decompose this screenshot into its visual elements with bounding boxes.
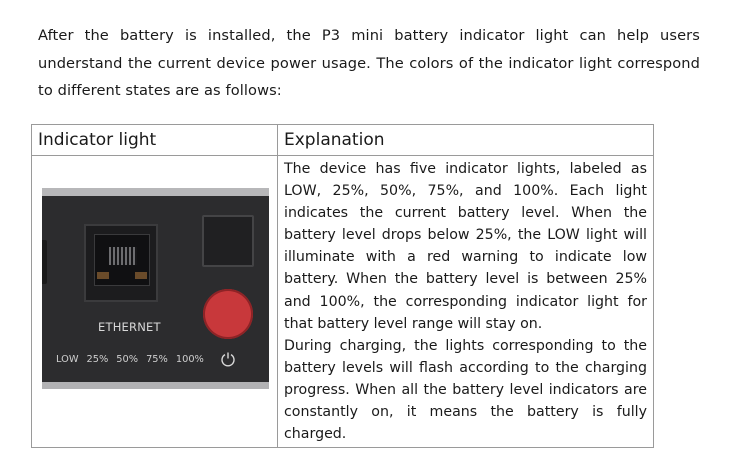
ethernet-port-icon <box>84 224 158 302</box>
red-button-icon <box>203 289 253 339</box>
led-label-75: 75% <box>146 354 168 365</box>
header-explanation: Explanation <box>278 125 654 156</box>
power-icon <box>220 351 236 367</box>
explanation-paragraph-2: During charging, the lights corresponding to the battery levels will flash according to the charging progress. When all the battery level indicators are constantly on, it means the battery is fully charged. <box>284 337 647 443</box>
explanation-paragraph-1: The device has five indicator lights, labeled as LOW, 25%, 50%, 75%, and 100%. Each light indicates the current battery level. When the battery level drops below 25%, the LOW light will illuminate with a red warning to indicate low battery. When the battery level is between 25% and 100%, the corresponding indicator light for that battery level range will stay on. <box>284 161 647 332</box>
table-row <box>32 156 654 448</box>
led-label-50: 50% <box>116 354 139 365</box>
device-image-cell <box>32 156 278 448</box>
square-port-icon <box>202 215 254 267</box>
ethernet-label: ETHERNET <box>98 320 161 334</box>
indicator-table <box>31 124 654 448</box>
device-bottom-edge <box>42 382 269 389</box>
device-top-edge <box>42 188 269 196</box>
explanation-cell <box>278 156 654 448</box>
table-header-row <box>32 125 654 156</box>
battery-led-labels <box>56 354 212 365</box>
led-label-low: LOW <box>56 354 79 365</box>
header-indicator-light: Indicator light <box>32 125 278 156</box>
led-label-25: 25% <box>86 354 109 365</box>
device-panel-image <box>42 188 269 389</box>
device-body <box>42 196 269 382</box>
intro-paragraph: After the battery is installed, the P3 mini battery indicator light can help users understand the current device power usage. The colors of the indicator light correspond to different states are as follows: <box>38 27 700 99</box>
device-side-notch <box>42 240 47 284</box>
led-label-100: 100% <box>175 354 204 365</box>
